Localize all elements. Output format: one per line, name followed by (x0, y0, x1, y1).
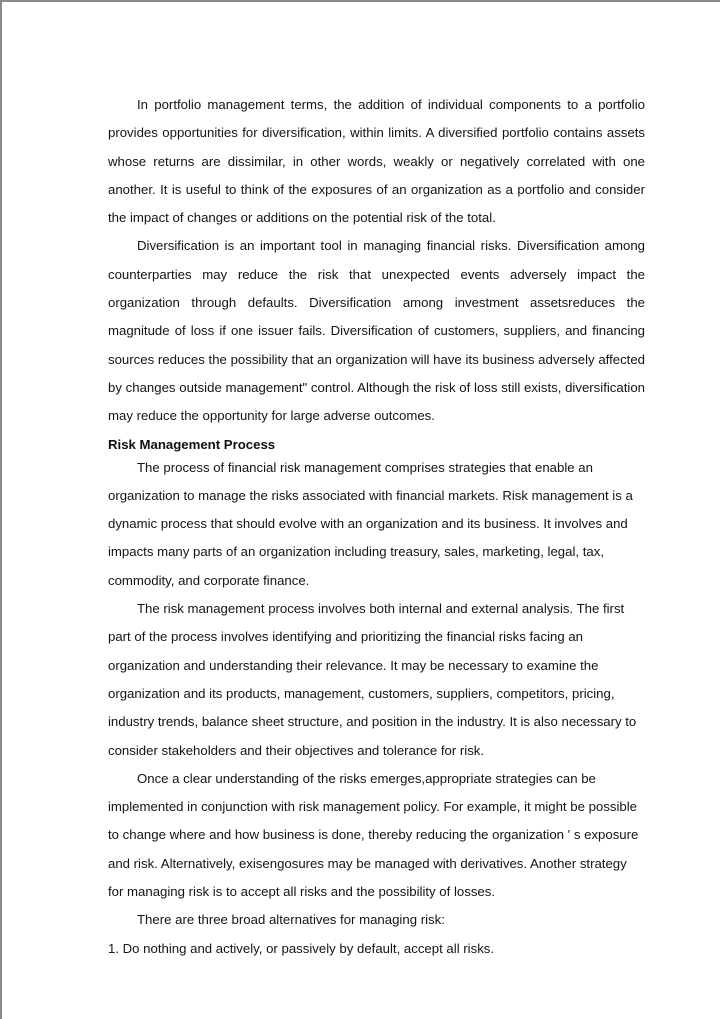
paragraph-portfolio-management: In portfolio management terms, the addition of individual components to a portfolio provides opportunities for diversification, within limits. A diversified portfolio contains assets whose returns are dissimilar, in other words, weakly or negatively correlated with one another. It is useful to think of the exposures of an organization as a portfolio and consider the impact of changes or additions on the potential risk of the total. (108, 97, 645, 226)
paragraph-internal-external-analysis: The risk management process involves both internal and external analysis. The first part of the process involves identifying and prioritizing the financial risks facing an organization and understanding their relevance. It may be necessary to examine the organization and its products, management, customers, suppliers, competitors, pricing, industry trends, balance sheet structure, and position in the industry. It is also necessary to consider stakeholders and their objectives and tolerance for risk. (108, 601, 637, 758)
document-body (108, 91, 645, 963)
section-heading-risk-management-process: Risk Management Process (108, 436, 276, 452)
paragraph-process-overview: The process of financial risk management comprises strategies that enable an organization to manage the risks associated with financial markets. Risk management is a dynamic process that should evolve with an organization and its business. It involves and impacts many parts of an organization including treasury, sales, marketing, legal, tax, commodity, and corporate finance. (108, 459, 633, 588)
paragraph-strategies: Once a clear understanding of the risks emerges,appropriate strategies can be implemented in conjunction with risk management policy. For example, it might be possible to change where and how business is done, thereby reducing the organization ' s exposure and risk. Alternatively, exisengosures may be managed with derivatives. Another strategy for managing risk is to accept all risks and the possibility of losses. (108, 770, 639, 900)
list-item-alternative-1: 1. Do nothing and actively, or passively by default, accept all risks. (108, 940, 495, 956)
paragraph-diversification: Diversification is an important tool in managing financial risks. Diversification among counterparties may reduce the risk that unexpected events adversely impact the organization through defaults. Diversification among investment assetsreduces the magnitude of loss if one issuer fails. Diversification of customers, suppliers, and financing sources reduces the possibility that an organization will have its business adversely affected by changes outside management" control. Although the risk of loss still exists, diversification may reduce the opportunity for large adverse outcomes. (108, 238, 645, 424)
paragraph-alternatives-intro: There are three broad alternatives for managing risk: (137, 912, 445, 928)
